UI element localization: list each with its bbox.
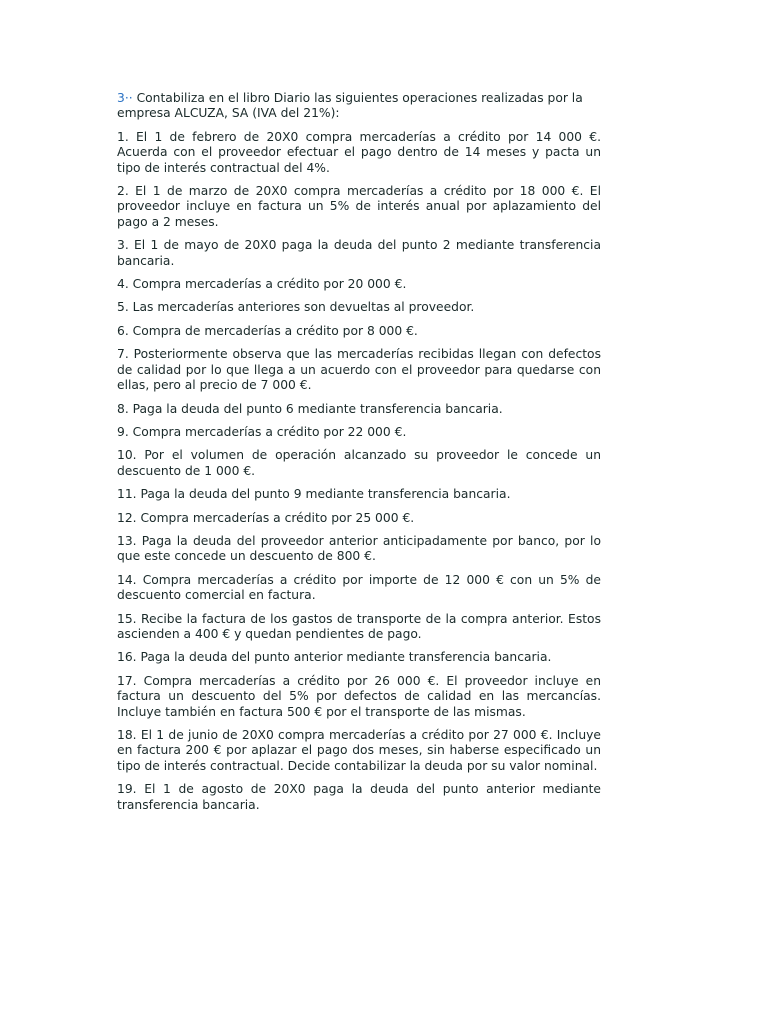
- operation-item-14: 14. Compra mercaderías a crédito por importe de 12 000 € con un 5% de descuento comercial en factura.: [117, 572, 601, 603]
- operation-item-19: 19. El 1 de agosto de 20X0 paga la deuda del punto anterior mediante transferencia bancaria.: [117, 782, 601, 812]
- operation-item-10: 10. Por el volumen de operación alcanzado su proveedor le concede un descuento de 1 000 €.: [117, 448, 601, 478]
- operations-list: [117, 130, 601, 813]
- operation-item-3: 3. El 1 de mayo de 20X0 paga la deuda del punto 2 mediante transferencia bancaria.: [117, 238, 601, 268]
- operation-item-15: 15. Recibe la factura de los gastos de transporte de la compra anterior. Estos ascienden a 400 € y quedan pendientes de pago.: [117, 611, 601, 641]
- exercise-number: 3··: [117, 91, 137, 105]
- operation-item-5: 5. Las mercaderías anteriores son devueltas al proveedor.: [117, 300, 475, 315]
- exercise-intro: Contabiliza en el libro Diario las siguientes operaciones realizadas por la empresa ALCUZA, SA (IVA del 21%):: [117, 91, 583, 121]
- operation-item-12: 12. Compra mercaderías a crédito por 25 000 €.: [117, 510, 415, 525]
- operation-item-17: 17. Compra mercaderías a crédito por 26 000 €. El proveedor incluye en factura un descuento del 5% por defectos de calidad en las mercancías. Incluye también en factura 500 € por el transporte de las mismas.: [117, 673, 601, 719]
- exercise-document: [117, 91, 601, 821]
- operation-item-2: 2. El 1 de marzo de 20X0 compra mercaderías a crédito por 18 000 €. El proveedor incluye en factura un 5% de interés anual por aplazamiento del pago a 2 meses.: [117, 184, 601, 229]
- operation-item-9: 9. Compra mercaderías a crédito por 22 000 €.: [117, 424, 407, 439]
- operation-item-6: 6. Compra de mercaderías a crédito por 8 000 €.: [117, 323, 418, 338]
- operation-item-13: 13. Paga la deuda del proveedor anterior anticipadamente por banco, por lo que este concede un descuento de 800 €.: [117, 533, 601, 564]
- operation-item-1: 1. El 1 de febrero de 20X0 compra mercaderías a crédito por 14 000 €. Acuerda con el proveedor efectuar el pago dentro de 14 meses y pacta un tipo de interés contractual del 4%.: [117, 129, 601, 175]
- operation-item-8: 8. Paga la deuda del punto 6 mediante transferencia bancaria.: [117, 401, 503, 416]
- operation-item-11: 11. Paga la deuda del punto 9 mediante transferencia bancaria.: [117, 487, 511, 502]
- operation-item-16: 16. Paga la deuda del punto anterior mediante transferencia bancaria.: [117, 650, 552, 665]
- operation-item-18: 18. El 1 de junio de 20X0 compra mercaderías a crédito por 27 000 €. Incluye en factura 200 € por aplazar el pago dos meses, sin haberse especificado un tipo de interés contractual. Decide contabilizar la deuda por su valor nominal.: [117, 728, 601, 773]
- operation-item-4: 4. Compra mercaderías a crédito por 20 000 €.: [117, 277, 407, 292]
- exercise-statement: [117, 91, 601, 122]
- operation-item-7: 7. Posteriormente observa que las mercaderías recibidas llegan con defectos de calidad por lo que llega a un acuerdo con el proveedor para quedarse con ellas, pero al precio de 7 000 €.: [117, 347, 601, 393]
